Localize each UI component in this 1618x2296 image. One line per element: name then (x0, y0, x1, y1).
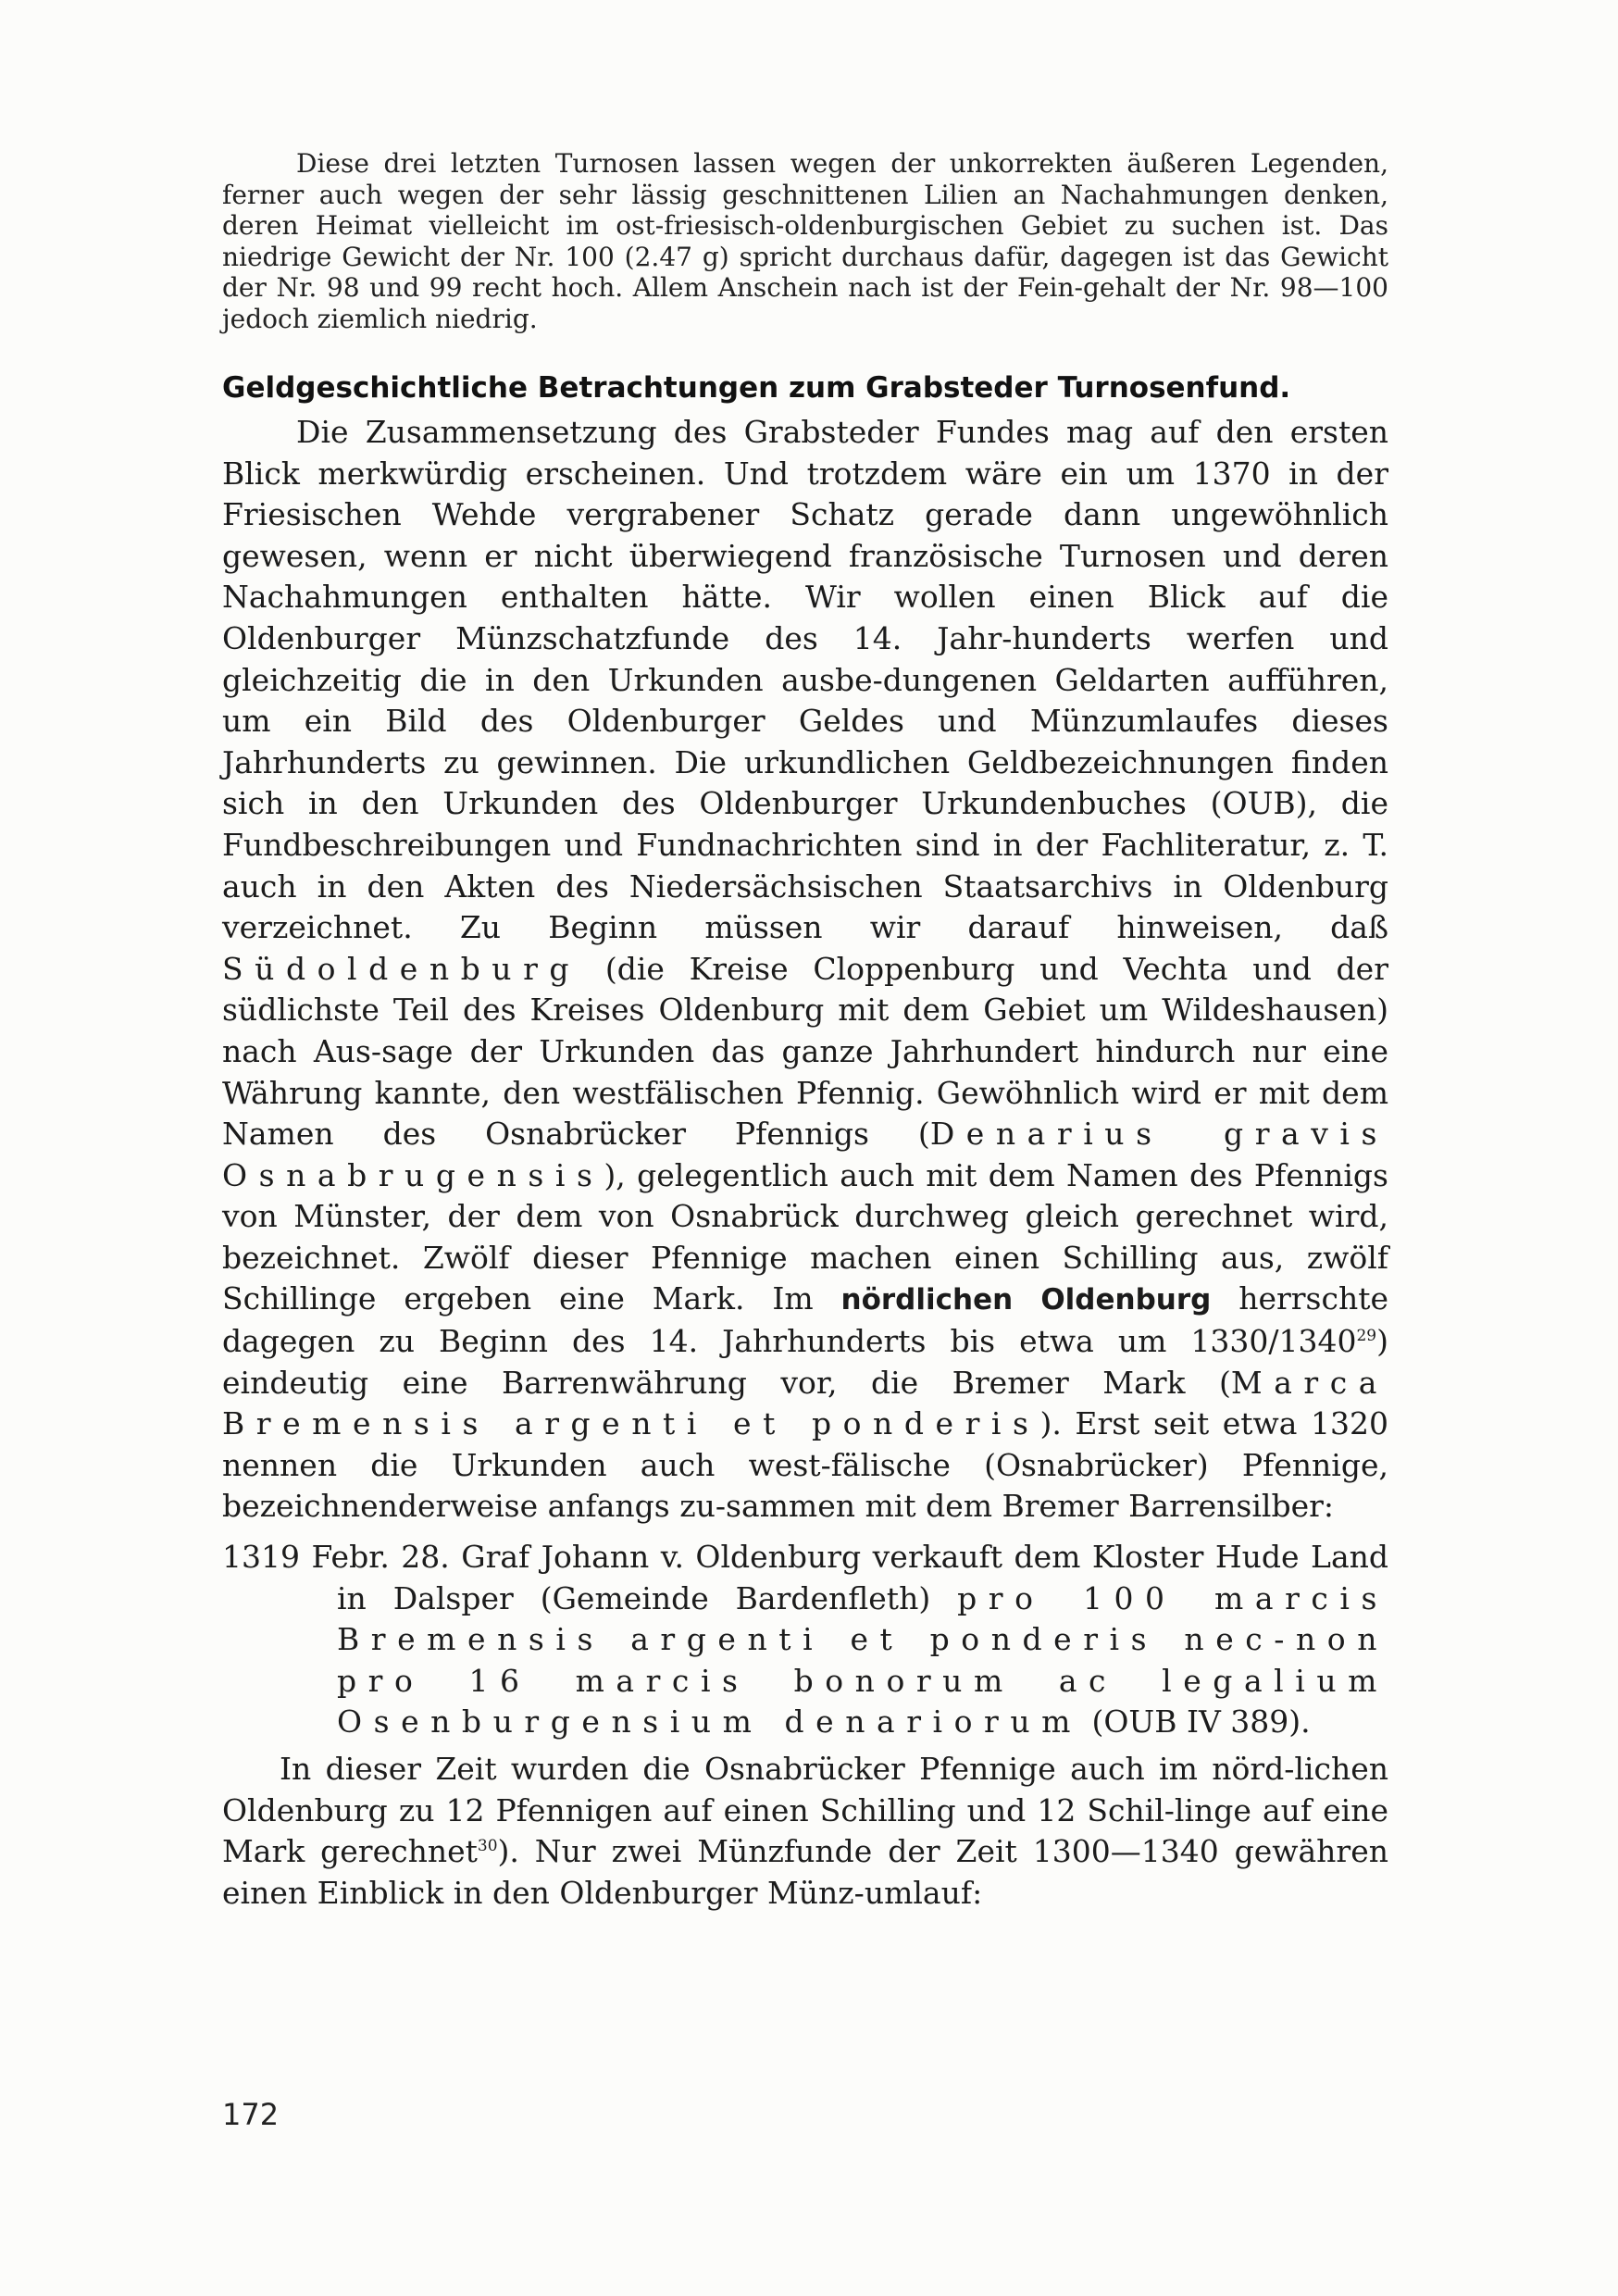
section-heading: Geldgeschichtliche Betrachtungen zum Grabsteder Turnosenfund. (222, 371, 1291, 405)
main-text-1: Die Zusammensetzung des Grabsteder Fundes mag auf den ersten Blick merkwürdig erscheinen. Und trotzdem wäre ein um 1370 in der Friesischen Wehde vergrabener Schatz gerade dann ungewöhnlich gewesen, wenn er nicht überwiegend französische Turnosen und deren Nachahmungen enthalten hätte. Wir wollen einen Blick auf die Oldenburger Münzschatzfunde des 14. Jahr-hunderts werfen und gleichzeitig die in den Urkunden ausbe-dungenen Geldarten aufführen, um ein Bild des Oldenburger Geldes und Münzumlaufes dieses Jahrhunderts zu gewinnen. Die urkundlichen Geldbezeichnungen finden sich in den Urkunden des Oldenburger Urkundenbuches (OUB), die Fundbeschreibungen und Fundnachrichten sind in der Fachliteratur, z. T. auch in den Akten des Niedersächsischen Staatsarchivs in Oldenburg verzeichnet. Zu Beginn müssen wir darauf hinweisen, daß (222, 414, 1388, 946)
main-text-6: ). Erst seit etwa 1320 nennen die Urkunden auch west-fälische (Osnabrücker) Pfennige, bezeichnenderweise anfangs zu-sammen mit dem Bremer Barrensilber: (222, 1405, 1388, 1525)
footnote-ref-29: 29 (1356, 1327, 1377, 1346)
main-text-3: ), gelegentlich auch mit dem Namen des Pfennigs von Münster, der dem von Osnabrück durchweg gleich gerechnet wird, bezeichnet. Zwölf dieser Pfennige machen einen Schilling aus, zwölf Schillinge ergeben eine Mark. Im (222, 1156, 1388, 1317)
page-content (222, 148, 1388, 1914)
bold-term-noerdliches-oldenburg: nördlichen Oldenburg (840, 1283, 1212, 1317)
footnote-ref-30: 30 (477, 1837, 498, 1856)
main-text-5: ) eindeutig eine Barrenwährung vor, die Bremer Mark ( (222, 1323, 1388, 1401)
page-number: 172 (222, 2097, 280, 2132)
main-text-2: (die Kreise Cloppenburg und Vechta und der südlichste Teil des Kreises Oldenburg mit dem Gebiet um Wildeshausen) nach Aus-sage der Urkunden das ganze Jahrhundert hindurch nur eine Währung kannte, den westfälischen Pfennig. Gewöhnlich wird er mit dem Namen des Osnabrücker Pfennigs ( (222, 950, 1388, 1153)
entry-date: 1319 Febr. 28. (222, 1539, 450, 1576)
entry-reference: (OUB IV 389). (1081, 1703, 1311, 1741)
entry-latin: pro 100 marcis Bremensis argenti et ponderis nec-non pro 16 marcis bonorum ac legalium Osenburgensium denariorum (337, 1579, 1388, 1741)
intro-paragraph (222, 148, 1388, 334)
main-paragraph (222, 412, 1388, 1528)
intro-text: Diese drei letzten Turnosen lassen wegen der unkorrekten äußeren Legenden, ferner auch wegen der sehr lässig geschnittenen Lilien an Nachahmungen denken, deren Heimat vielleicht im ost-friesisch-oldenburgischen Gebiet zu suchen ist. Das niedrige Gewicht der Nr. 100 (2.47 g) spricht durchaus dafür, dagegen ist das Gewicht der Nr. 98 und 99 recht hoch. Allem Anschein nach ist der Fein-gehalt der Nr. 98—100 jedoch ziemlich niedrig. (222, 148, 1388, 334)
final-text-2: ). Nur zwei Münzfunde der Zeit 1300—1340 gewähren einen Einblick in den Oldenburger Münz-umlauf: (222, 1833, 1388, 1911)
document-entry (222, 1537, 1388, 1743)
spaced-term-marca: Marca Bremensis argenti et ponderis (222, 1364, 1388, 1442)
final-paragraph (222, 1749, 1388, 1914)
final-text-1: In dieser Zeit wurden die Osnabrücker Pfennige auch im nörd-lichen Oldenburg zu 12 Pfennigen auf einen Schilling und 12 Schil-linge auf eine Mark gerechnet (222, 1751, 1388, 1870)
spaced-term-suedoldenburg: Südoldenburg (222, 950, 581, 987)
entry-text: Graf Johann v. Oldenburg verkauft dem Kloster Hude Land in Dalsper (Gemeinde Bardenfleth) (337, 1539, 1389, 1616)
spaced-term-denarius: Denarius gravis Osnabrugensis (222, 1116, 1389, 1193)
main-text-4: herrschte dagegen zu Beginn des 14. Jahrhunderts bis etwa um 1330/1340 (222, 1280, 1388, 1360)
